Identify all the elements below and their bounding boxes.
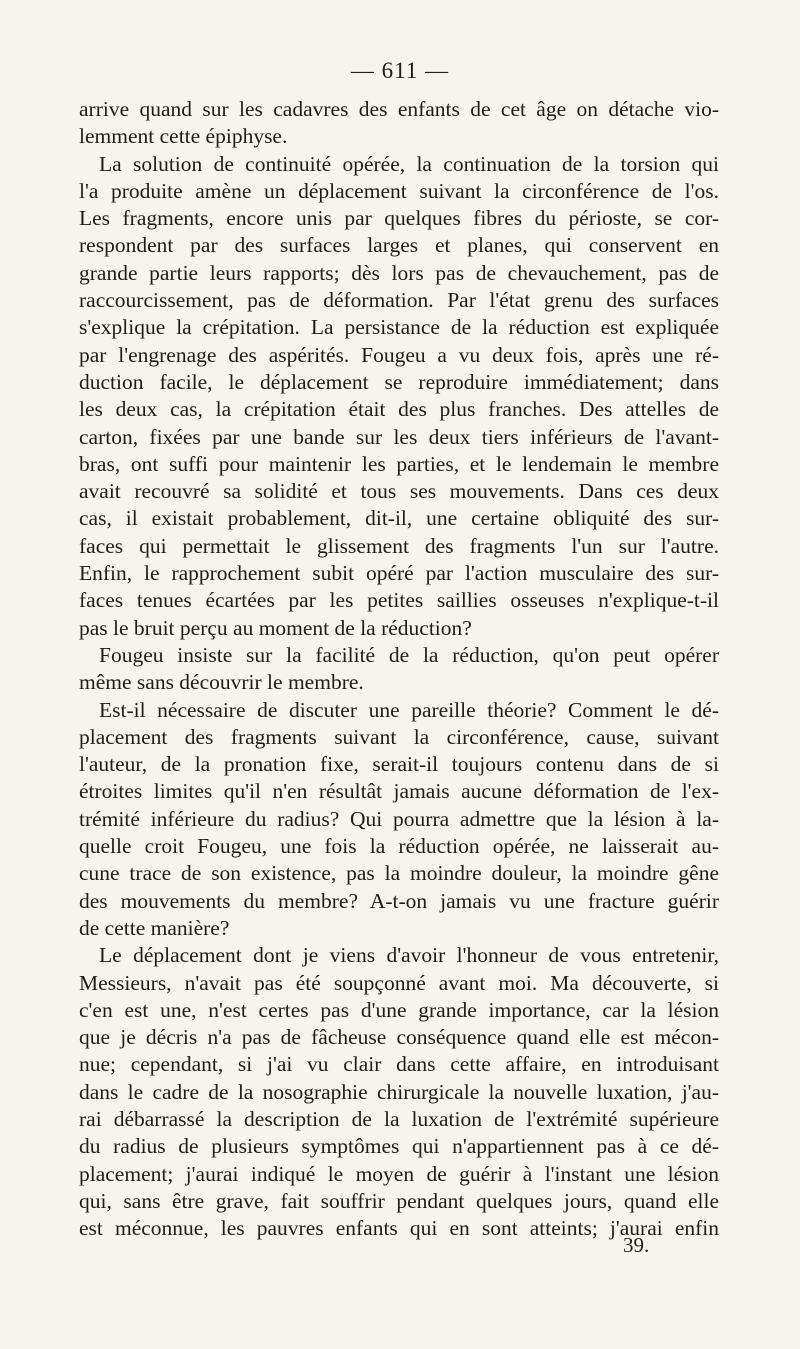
text-line: respondent par des surfaces larges et planes, qui conservent en (79, 233, 719, 258)
text-line: Les fragments, encore unis par quelques fibres du périoste, se cor- (79, 206, 719, 231)
text-line: faces tenues écartées par les petites saillies osseuses n'explique-t-il (79, 588, 719, 613)
text-line: Est-il nécessaire de discuter une pareille théorie? Comment le dé- (99, 697, 719, 722)
text-line: Messieurs, n'avait pas été soupçonné avant moi. Ma découverte, si (79, 970, 719, 995)
text-line: étroites limites qu'il n'en résultât jamais aucune déformation de l'ex- (79, 779, 719, 804)
text-line: bras, ont suffi pour maintenir les parties, et le lendemain le membre (79, 451, 719, 476)
text-line: La solution de continuité opérée, la continuation de la torsion qui (99, 151, 719, 176)
text-line: raccourcissement, pas de déformation. Par l'état grenu des surfaces (79, 288, 719, 313)
text-line: s'explique la crépitation. La persistance de la réduction est expliquée (79, 315, 719, 340)
text-line: faces qui permettait le glissement des fragments l'un sur l'autre. (79, 533, 719, 558)
text-line: Le déplacement dont je viens d'avoir l'honneur de vous entretenir, (99, 943, 719, 968)
text-line: cas, il existait probablement, dit-il, une certaine obliquité des sur- (79, 506, 719, 531)
text-line: l'a produite amène un déplacement suivant la circonférence de l'os. (79, 178, 719, 203)
body-text (79, 96, 719, 1242)
text-line: dans le cadre de la nosographie chirurgicale la nouvelle luxation, j'au- (79, 1079, 719, 1104)
text-line: avait recouvré sa solidité et tous ses mouvements. Dans ces deux (79, 479, 719, 504)
text-line: l'auteur, de la pronation fixe, serait-il toujours contenu dans de si (79, 752, 719, 777)
page-number-header: — 611 — (350, 58, 450, 83)
text-line: qui, sans être grave, fait souffrir pendant quelques jours, quand elle (79, 1188, 719, 1213)
text-line: placement; j'aurai indiqué le moyen de guérir à l'instant une lésion (79, 1161, 719, 1186)
text-line: est méconnue, les pauvres enfants qui en sont atteints; j'aurai enfin (79, 1216, 719, 1241)
text-line: duction facile, le déplacement se reproduire immédiatement; dans (79, 369, 719, 394)
text-line: Enfin, le rapprochement subit opéré par l'action musculaire des sur- (79, 561, 719, 586)
text-line: les deux cas, la crépitation était des plus franches. Des attelles de (79, 397, 719, 422)
text-line: cune trace de son existence, pas la moindre douleur, la moindre gêne (79, 861, 719, 886)
text-line: par l'engrenage des aspérités. Fougeu a vu deux fois, après une ré- (79, 342, 719, 367)
text-line: pas le bruit perçu au moment de la réduction? (79, 615, 472, 640)
text-line: carton, fixées par une bande sur les deux tiers inférieurs de l'avant- (79, 424, 719, 449)
text-line: c'en est une, n'est certes pas d'une grande importance, car la lésion (79, 997, 719, 1022)
text-line: quelle croit Fougeu, une fois la réduction opérée, ne laisserait au- (79, 834, 719, 859)
text-line: Fougeu insiste sur la facilité de la réduction, qu'on peut opérer (99, 642, 719, 667)
text-line: que je décris n'a pas de fâcheuse conséquence quand elle est mécon- (79, 1025, 719, 1050)
text-line: placement des fragments suivant la circonférence, cause, suivant (79, 724, 719, 749)
text-line: nue; cependant, si j'ai vu clair dans cette affaire, en introduisant (79, 1052, 719, 1077)
text-line: même sans découvrir le membre. (79, 670, 364, 695)
text-line: grande partie leurs rapports; dès lors pas de chevauchement, pas de (79, 260, 719, 285)
text-line: lemment cette épiphyse. (79, 124, 288, 149)
text-line: de cette manière? (79, 915, 230, 940)
text-line: des mouvements du membre? A-t-on jamais vu une fracture guérir (79, 888, 719, 913)
text-line: trémité inférieure du radius? Qui pourra admettre que la lésion à la- (79, 806, 719, 831)
printer-signature-mark: 39. (623, 1233, 650, 1257)
text-line: rai débarrassé la description de la luxation de l'extrémité supérieure (79, 1106, 719, 1131)
text-line: arrive quand sur les cadavres des enfants de cet âge on détache vio- (79, 97, 719, 121)
text-line: du radius de plusieurs symptômes qui n'appartiennent pas à ce dé- (79, 1134, 719, 1159)
